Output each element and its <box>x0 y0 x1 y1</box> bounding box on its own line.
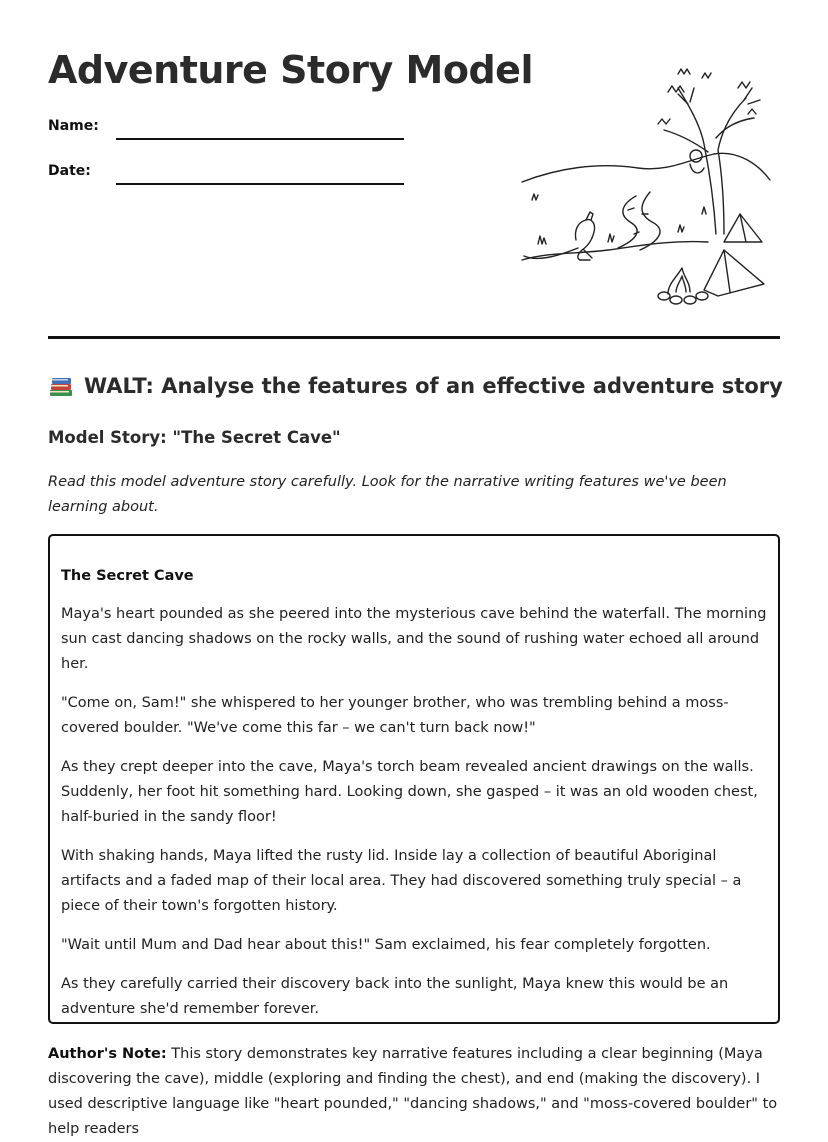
outback-campsite-illustration <box>518 64 774 308</box>
date-label: Date: <box>48 163 91 179</box>
walt-text: WALT: Analyse the features of an effective adventure story <box>84 374 783 398</box>
story-box <box>48 534 780 1024</box>
story-paragraph: Maya's heart pounded as she peered into the mysterious cave behind the waterfall. The morning sun cast dancing shadows on the rocky walls, and the sound of rushing water echoed all around her. <box>61 606 767 672</box>
story-paragraph: "Come on, Sam!" she whispered to her younger brother, who was trembling behind a moss-covered boulder. "We've come this far – we can't turn back now!" <box>61 695 729 736</box>
story-paragraph: As they carefully carried their discovery back into the sunlight, Maya knew this would be an adventure she'd remember forever. <box>61 976 729 1017</box>
story-paragraph: With shaking hands, Maya lifted the rusty lid. Inside lay a collection of beautiful Aboriginal artifacts and a faded map of their local area. They had discovered something truly special – a piece of their town's forgotten history. <box>61 848 742 914</box>
authors-note <box>48 1042 784 1142</box>
story-title: The Secret Cave <box>61 568 194 584</box>
page-title: Adventure Story Model <box>48 48 533 92</box>
authors-note-text: This story demonstrates key narrative features including a clear beginning (Maya discovering the cave), middle (exploring and finding the chest), and end (making the discovery). I used descriptive language like "heart pounded," "dancing shadows," and "moss-covered boulder" to help readers <box>48 1046 778 1137</box>
name-label: Name: <box>48 118 99 134</box>
date-field[interactable] <box>116 183 404 185</box>
story-paragraph: As they crept deeper into the cave, Maya's torch beam revealed ancient drawings on the walls. Suddenly, her foot hit something hard. Looking down, she gasped – it was an old wooden chest, half-buried in the sandy floor! <box>61 759 758 825</box>
name-field[interactable] <box>116 138 404 140</box>
authors-note-label: Author's Note: <box>48 1046 167 1062</box>
walt-heading <box>48 374 783 398</box>
section-divider <box>48 336 780 339</box>
story-intro: Read this model adventure story carefully. Look for the narrative writing features we've been learning about. <box>48 474 727 515</box>
model-story-heading: Model Story: "The Secret Cave" <box>48 428 341 447</box>
story-paragraph: "Wait until Mum and Dad hear about this!" Sam exclaimed, his fear completely forgotten. <box>61 937 711 953</box>
books-icon <box>48 374 74 398</box>
